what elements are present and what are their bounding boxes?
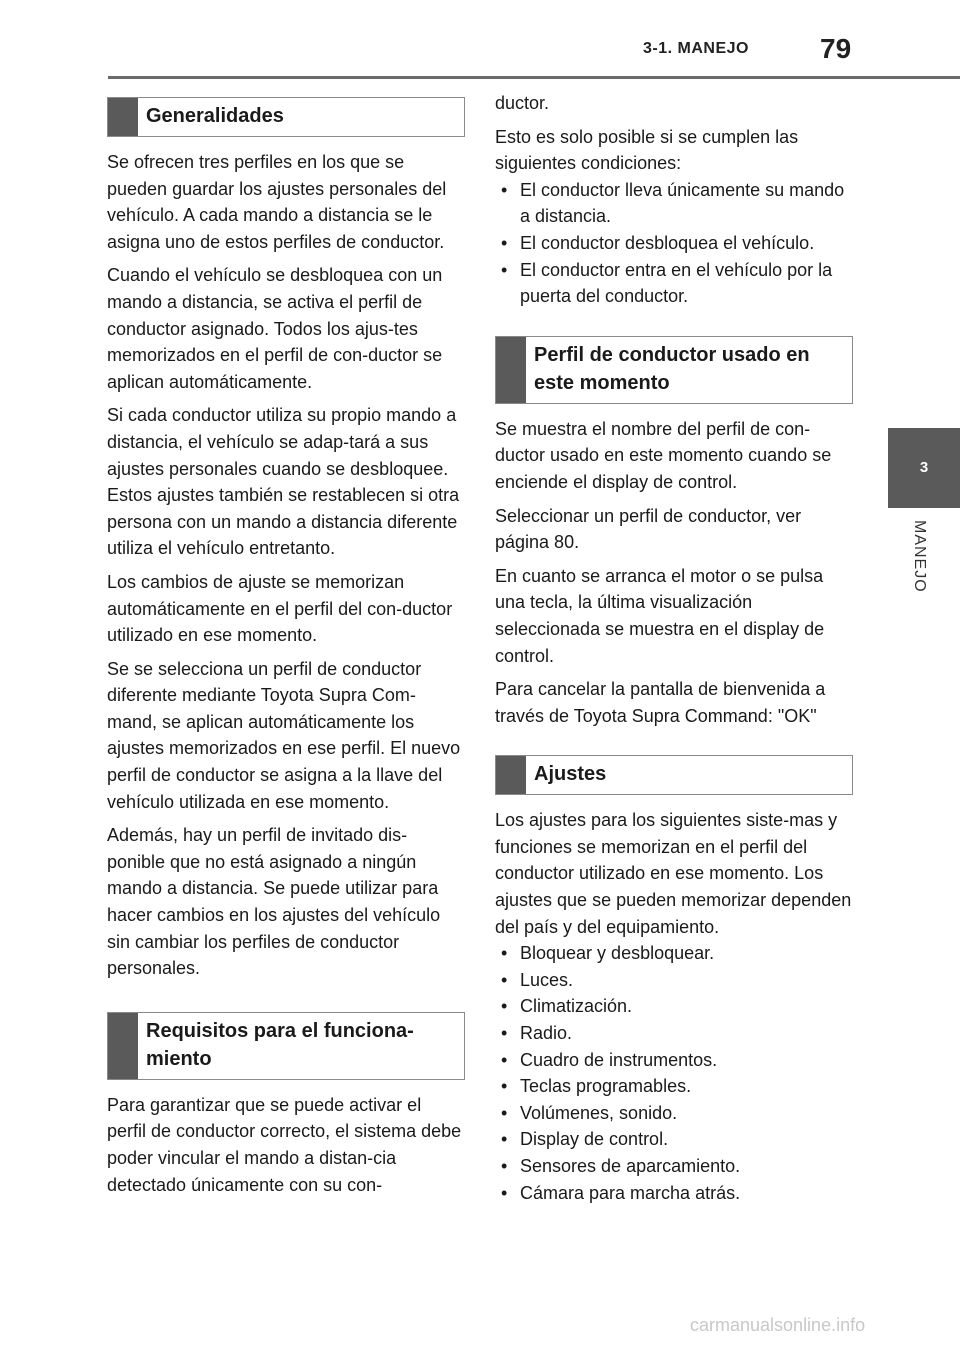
list-item: • El conductor desbloquea el vehículo. xyxy=(495,230,853,257)
heading-requisitos: Requisitos para el funciona-miento xyxy=(146,1019,414,1070)
paragraph: Cuando el vehículo se desbloquea con un mando a distancia, se activa el perfil de conductor asignado. Todos los ajus-tes memorizados en el perfil de con-ductor se aplican automáticamente. xyxy=(107,265,443,392)
paragraph: Para cancelar la pantalla de bienvenida a través de Toyota Supra Command: "OK" xyxy=(495,679,826,726)
heading-box-generalidades xyxy=(107,97,465,137)
right-column xyxy=(495,90,853,1206)
heading-bar xyxy=(108,98,138,136)
chapter-label: MANEJO xyxy=(911,520,928,593)
list-item: • Luces. xyxy=(495,967,853,994)
paragraph: Los cambios de ajuste se memorizan automáticamente en el perfil del con-ductor utilizado en ese momento. xyxy=(107,571,453,646)
left-column xyxy=(107,97,465,1205)
list-item: • El conductor entra en el vehículo por la puerta del conductor. xyxy=(495,257,853,310)
heading-box-ajustes xyxy=(495,755,853,795)
list-item: • Climatización. xyxy=(495,993,853,1020)
heading-bar xyxy=(496,337,526,403)
chapter-tab[interactable] xyxy=(888,428,960,508)
heading-ajustes: Ajustes xyxy=(534,763,607,786)
conditions-list xyxy=(495,177,853,310)
heading-box-perfil xyxy=(495,336,853,404)
list-item: • El conductor lleva únicamente su mando a distancia. xyxy=(495,177,853,230)
list-item: • Sensores de aparcamiento. xyxy=(495,1153,853,1180)
header-rule xyxy=(108,76,960,79)
page-number: 79 xyxy=(820,33,852,64)
heading-generalidades: Generalidades xyxy=(146,105,284,127)
paragraph: Para garantizar que se puede activar el perfil de conductor correcto, el sistema debe poder vincular el mando a distan-cia detectado únicamente con su con- xyxy=(107,1094,462,1195)
paragraph: En cuanto se arranca el motor o se pulsa una tecla, la última visualización seleccionada se muestra en el display de control. xyxy=(495,565,825,666)
heading-box-requisitos xyxy=(107,1012,465,1080)
list-item: • Volúmenes, sonido. xyxy=(495,1100,853,1127)
paragraph: Si cada conductor utiliza su propio mando a distancia, el vehículo se adap-tará a sus ajustes personales cuando se desbloquee. Estos ajustes también se restablecen si otra persona con un mando a distancia diferente utiliza el vehículo entretanto. xyxy=(107,405,460,559)
paragraph: Se se selecciona un perfil de conductor diferente mediante Toyota Supra Com-mand, se aplican automáticamente los ajustes memorizados en ese perfil. El nuevo perfil de conductor se asigna a la llave del vehículo utilizada en ese momento. xyxy=(107,658,461,812)
list-item: • Bloquear y desbloquear. xyxy=(495,940,853,967)
heading-bar xyxy=(496,756,526,794)
watermark: carmanualsonline.info xyxy=(690,1315,866,1335)
list-item: • Display de control. xyxy=(495,1126,853,1153)
settings-list xyxy=(495,940,853,1206)
paragraph: Se ofrecen tres perfiles en los que se pueden guardar los ajustes personales del vehículo. A cada mando a distancia se le asigna uno de estos perfiles de conductor. xyxy=(107,152,447,252)
chapter-number: 3 xyxy=(919,459,929,476)
paragraph: Seleccionar un perfil de conductor, ver página 80. xyxy=(495,505,802,553)
paragraph: Esto es solo posible si se cumplen las siguientes condiciones: xyxy=(495,126,799,174)
list-item: • Radio. xyxy=(495,1020,853,1047)
list-item: • Teclas programables. xyxy=(495,1073,853,1100)
list-item: • Cuadro de instrumentos. xyxy=(495,1047,853,1074)
heading-perfil: Perfil de conductor usado en este momento xyxy=(534,343,810,394)
section-header: 3-1. MANEJO xyxy=(643,40,749,57)
paragraph: Los ajustes para los siguientes siste-mas y funciones se memorizan en el perfil del conductor utilizado en ese momento. Los ajustes que se pueden memorizar dependen del país y del equipamiento. xyxy=(495,810,852,937)
paragraph: ductor. xyxy=(495,93,550,113)
paragraph: Además, hay un perfil de invitado dis-ponible que no está asignado a ningún mando a distancia. Se puede utilizar para hacer cambios en los ajustes del vehículo sin cambiar los perfiles de conductor personales. xyxy=(107,825,441,979)
list-item: • Cámara para marcha atrás. xyxy=(495,1180,853,1207)
heading-bar xyxy=(108,1013,138,1079)
paragraph: Se muestra el nombre del perfil de con-ductor usado en este momento cuando se enciende el display de control. xyxy=(495,418,832,492)
